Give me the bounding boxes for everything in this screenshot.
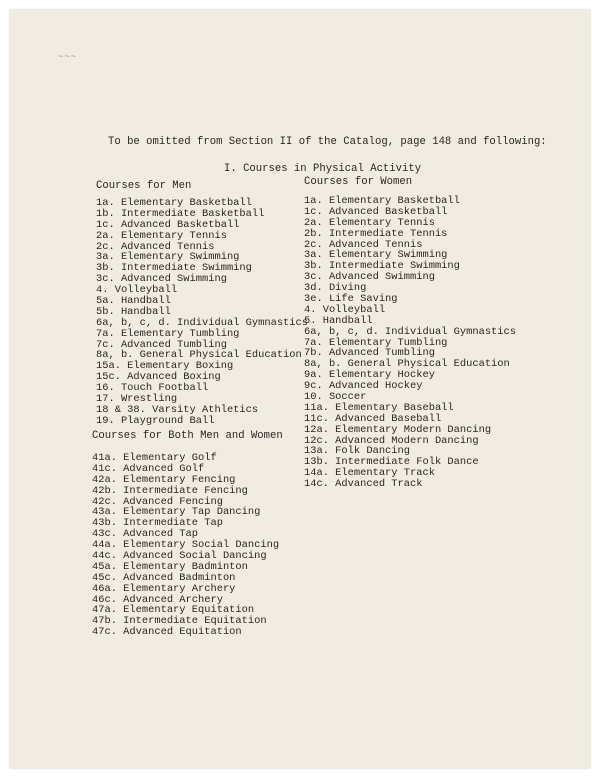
women-course-item: 2c. Advanced Tennis [304, 238, 423, 251]
women-course-item: 11a. Elementary Baseball [304, 401, 454, 414]
women-course-item: 3c. Advanced Swimming [304, 271, 435, 284]
men-course-item: 19. Playground Ball [96, 414, 215, 427]
men-course-list [96, 198, 308, 427]
document-page [10, 10, 590, 768]
both-course-item: 47a. Elementary Equitation [92, 604, 255, 617]
both-course-item: 42a. Elementary Fencing [92, 473, 236, 486]
both-course-item: 44a. Elementary Social Dancing [92, 539, 280, 552]
women-course-item: 7a. Elementary Tumbling [304, 336, 448, 349]
both-course-item: 41c. Advanced Golf [92, 462, 205, 475]
women-course-item: 2a. Elementary Tennis [304, 216, 435, 229]
page-heading: To be omitted from Section II of the Catalog, page 148 and following: [108, 136, 547, 148]
both-course-item: 45c. Advanced Badminton [92, 571, 236, 584]
men-course-item: 7a. Elementary Tumbling [96, 327, 240, 340]
women-course-item: 14a. Elementary Track [304, 467, 435, 480]
women-course-item: 13a. Folk Dancing [304, 445, 411, 458]
women-course-item: 14c. Advanced Track [304, 478, 423, 491]
women-course-item: 5. Handball [304, 314, 373, 327]
both-column-title: Courses for Both Men and Women [92, 430, 283, 442]
men-course-item: 16. Touch Football [96, 382, 209, 395]
women-course-item: 10. Soccer [304, 391, 367, 404]
men-course-item: 15c. Advanced Boxing [96, 371, 221, 384]
men-course-item: 1b. Intermediate Basketball [96, 207, 265, 220]
both-course-item: 43c. Advanced Tap [92, 528, 199, 541]
men-course-item: 3a. Elementary Swimming [96, 251, 240, 264]
women-course-item: 1c. Advanced Basketball [304, 205, 448, 218]
men-course-item: 1c. Advanced Basketball [96, 218, 240, 231]
women-course-item: 3d. Diving [304, 282, 367, 295]
women-course-item: 13b. Intermediate Folk Dance [304, 456, 479, 469]
women-course-item: 12c. Advanced Modern Dancing [304, 434, 479, 447]
men-course-item: 2c. Advanced Tennis [96, 240, 215, 253]
corner-mark: ~~~ [58, 52, 78, 62]
both-course-item: 47c. Advanced Equitation [92, 626, 242, 639]
men-course-item: 8a, b. General Physical Education [96, 349, 302, 362]
women-course-item: 9c. Advanced Hockey [304, 380, 423, 393]
women-course-item: 6a, b, c, d. Individual Gymnastics [304, 325, 517, 338]
men-column-title: Courses for Men [96, 180, 192, 192]
women-course-item: 4. Volleyball [304, 303, 386, 316]
men-course-item: 1a. Elementary Basketball [96, 197, 252, 209]
men-course-item: 7c. Advanced Tumbling [96, 338, 227, 351]
women-column-title: Courses for Women [304, 176, 413, 188]
both-course-item: 45a. Elementary Badminton [92, 560, 248, 573]
women-course-item: 8a, b. General Physical Education [304, 358, 510, 371]
both-course-item: 46a. Elementary Archery [92, 582, 236, 595]
men-course-item: 2a. Elementary Tennis [96, 229, 227, 242]
men-course-item: 3b. Intermediate Swimming [96, 262, 252, 275]
women-course-item: 11c. Advanced Baseball [304, 412, 442, 425]
men-course-item: 15a. Elementary Boxing [96, 360, 234, 373]
women-course-item: 3e. Life Saving [304, 293, 398, 306]
both-course-item: 43b. Intermediate Tap [92, 517, 223, 530]
women-course-item: 2b. Intermediate Tennis [304, 227, 448, 240]
both-course-item: 42c. Advanced Fencing [92, 495, 223, 508]
women-course-item: 3b. Intermediate Swimming [304, 260, 460, 273]
men-course-item: 3c. Advanced Swimming [96, 273, 227, 286]
women-course-item: 12a. Elementary Modern Dancing [304, 423, 492, 436]
women-course-item: 7b. Advanced Tumbling [304, 347, 435, 360]
both-course-item: 41a. Elementary Golf [92, 452, 217, 464]
men-course-item: 5b. Handball [96, 305, 171, 318]
both-course-item: 47b. Intermediate Equitation [92, 615, 267, 628]
both-course-item: 46c. Advanced Archery [92, 593, 223, 606]
men-course-item: 18 & 38. Varsity Athletics [96, 403, 259, 416]
women-course-item: 1a. Elementary Basketball [304, 195, 460, 207]
men-course-item: 17. Wrestling [96, 393, 178, 406]
both-course-item: 43a. Elementary Tap Dancing [92, 506, 261, 519]
men-course-item: 4. Volleyball [96, 284, 178, 297]
women-course-list [304, 196, 516, 490]
men-course-item: 5a. Handball [96, 295, 171, 308]
both-course-item: 44c. Advanced Social Dancing [92, 550, 267, 563]
section-subheading: I. Courses in Physical Activity [224, 163, 422, 175]
women-course-item: 9a. Elementary Hockey [304, 369, 435, 382]
women-course-item: 3a. Elementary Swimming [304, 249, 448, 262]
both-course-item: 42b. Intermediate Fencing [92, 484, 248, 497]
men-course-item: 6a, b, c, d. Individual Gymnastics [96, 316, 309, 329]
both-course-list [92, 453, 279, 638]
